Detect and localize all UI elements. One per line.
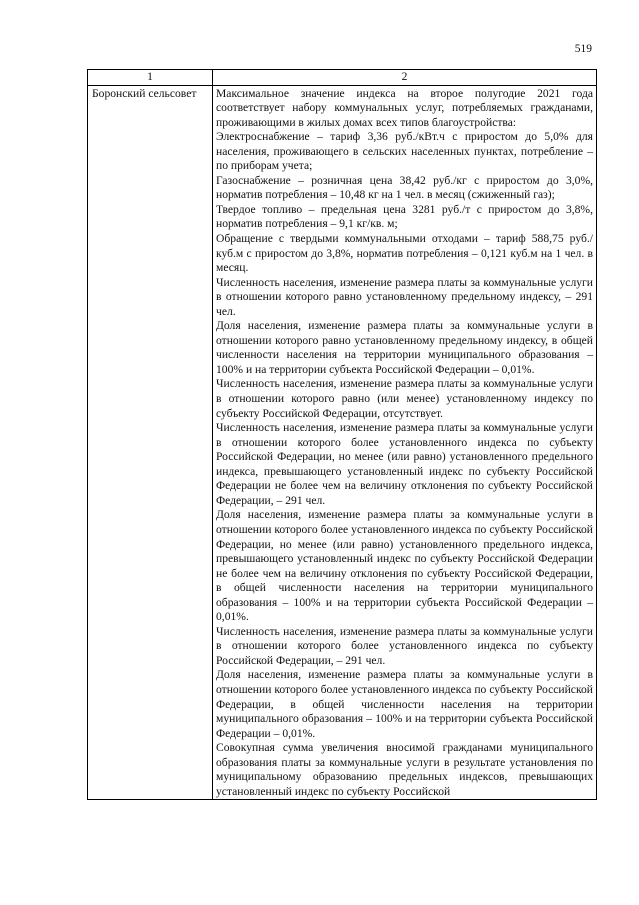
paragraph-solid-fuel: Твердое топливо – предельная цена 3281 руб./т с приростом до 3,8%, норматив потребления – 9,1 кг/кв. м; <box>216 202 593 231</box>
paragraph-population-equal: Численность населения, изменение размера платы за коммунальные услуги в отношении которого равно установленному предельному индексу, – 291 чел. <box>216 275 593 318</box>
table-row <box>88 85 597 800</box>
description-cell <box>213 85 597 800</box>
page-number: 519 <box>574 43 592 55</box>
paragraph-gas: Газоснабжение – розничная цена 38,42 руб./кг с приростом до 3,0%, норматив потребления – 10,48 кг на 1 чел. в месяц (сжиженный газ); <box>216 173 593 202</box>
column-header-1: 1 <box>88 70 213 86</box>
paragraph-share-above: Доля населения, изменение размера платы за коммунальные услуги в отношении которого более установленного индекса по субъекту Российской Федерации, в общей численности населения на территории муниципального образования – 100% и на территории субъекта Российской Федерации – 0,01%. <box>216 668 593 740</box>
document-table <box>87 69 597 800</box>
column-header-2: 2 <box>213 70 597 86</box>
paragraph-share-equal: Доля населения, изменение размера платы за коммунальные услуги в отношении которого равно установленному предельному индексу, в общей численности населения на территории муниципального образования – 100% и на территории субъекта Российской Федерации – 0,01%. <box>216 319 593 376</box>
paragraph-population-between: Численность населения, изменение размера платы за коммунальные услуги в отношении которого более установленного индекса по субъекту Российской Федерации, но менее (или равно) установленного предельного индекса, превышающего установленный индекс по субъекту Российской Федерации не более чем на величину отклонения по субъекту Российской Федерации, – 291 чел. <box>216 421 593 507</box>
paragraph-share-between: Доля населения, изменение размера платы за коммунальные услуги в отношении которого более установленного индекса по субъекту Российской Федерации, но менее (или равно) установленного предельного индекса, превышающего установленный индекс по субъекту Российской Федерации не более чем на величину отклонения по субъекту Российской Федерации, в общей численности населения на территории муниципального образования – 100% и на территории субъекта Российской Федерации – 0,01%. <box>216 508 593 624</box>
municipality-name: Боронский сельсовет <box>88 85 213 800</box>
table-header-row <box>88 70 597 86</box>
paragraph-waste: Обращение с твердыми коммунальными отходами – тариф 588,75 руб./куб.м с приростом до 3,8%, норматив потребления – 0,121 куб.м на 1 чел. в месяц. <box>216 232 593 275</box>
paragraph-population-above: Численность населения, изменение размера платы за коммунальные услуги в отношении которого более установленного индекса по субъекту Российской Федерации, – 291 чел. <box>216 624 593 667</box>
paragraph-total-sum: Совокупная сумма увеличения вносимой гражданами муниципального образования платы за коммунальные услуги в результате установления по муниципальному образованию предельных индексов, превышающих установленный индекс по субъекту Российской <box>216 741 593 798</box>
paragraph-population-below: Численность населения, изменение размера платы за коммунальные услуги в отношении которого равно (или менее) установленному индексу по субъекту Российской Федерации, отсутствует. <box>216 377 593 420</box>
paragraph-electricity: Электроснабжение – тариф 3,36 руб./кВт.ч с приростом до 5,0% для населения, проживающего в сельских населенных пунктах, потребление – по приборам учета; <box>216 130 593 173</box>
paragraph-index-intro: Максимальное значение индекса на второе полугодие 2021 года соответствует набору коммунальных услуг, потребляемых гражданами, проживающими в жилых домах всех типов благоустройства: <box>216 86 593 129</box>
